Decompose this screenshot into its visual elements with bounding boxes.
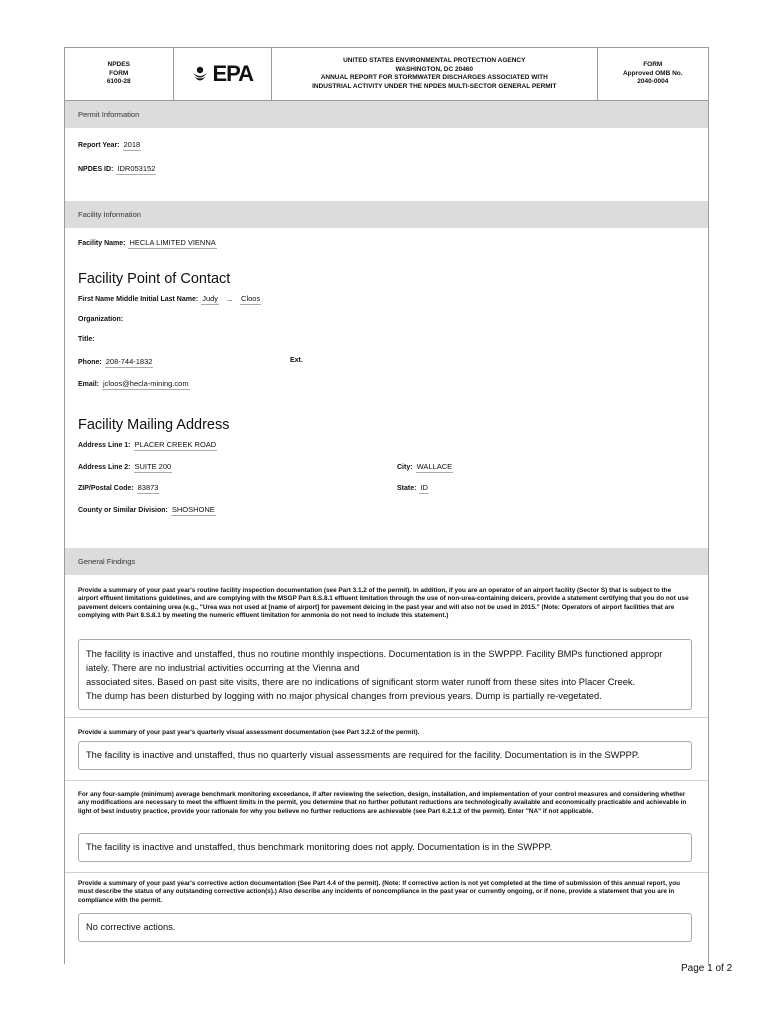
question-benchmark: For any four-sample (minimum) average benchmark monitoring exceedance, if after reviewing the selection, design, installation, and implementation of your control measures and considering whether any modifications are necessary to meet the effluent limits in the permit, you determine that no further pollutant reductions are technologically available and economically practicable and achievable in light of best industry practice, provide your rationale for why you believe no further reductions are achievable (see Part 6.2.1.2 of the permit). Enter "NA" if not applicable.	[78, 791, 687, 815]
ext-row: Ext.	[290, 357, 303, 364]
section-permit-information: Permit Information	[65, 101, 708, 128]
email-row: Email: jcloos@hecla-mining.com	[78, 379, 189, 388]
address-line-1-value: PLACER CREEK ROAD	[134, 440, 217, 449]
address-line-2-row: Address Line 2: SUITE 200	[78, 462, 172, 471]
title-row: Title:	[78, 336, 95, 343]
report-year-value: 2018	[123, 140, 141, 149]
question-corrective-action: Provide a summary of your past year's corrective action documentation (See Part 4.4 of the permit). (Note: If corrective action is not yet completed at the time of submission of this annual report, you must describe the status of any outstanding corrective action(s).) Also describe any incidents of noncompliance in the past year or currently ongoing, or if none, provide a statement that you are in compliance with the permit.	[78, 880, 681, 904]
county-row: County or Similar Division: SHOSHONE	[78, 505, 215, 514]
form-header	[65, 48, 708, 101]
phone-row: Phone: 208-744-1832	[78, 357, 153, 366]
answer-inspection: The facility is inactive and unstaffed, thus no routine monthly inspections. Documentation is in the SWPPP. Facility BMPs functioned appropr iately. There are no industrial activities occurring at the Vienna and associated sites. Based on past site visits, there are no indications of significant storm water runoff from these sites into Placer Creek. The dump has been disturbed by logging with no major physical changes from previous years. Dump is partially re-vegetated.	[78, 639, 692, 710]
address-line-2-value: SUITE 200	[134, 462, 172, 471]
address-line-1-row: Address Line 1: PLACER CREEK ROAD	[78, 440, 217, 449]
zip-row: ZIP/Postal Code: 83873	[78, 483, 159, 492]
section-general-findings: General Findings	[65, 548, 708, 575]
middle-initial-value	[227, 299, 232, 301]
divider	[65, 872, 708, 873]
agency-title: UNITED STATES ENVIRONMENTAL PROTECTION AGENCY WASHINGTON, DC 20460 ANNUAL REPORT FOR STORMWATER DISCHARGES ASSOCIATED WITH INDUSTRIAL ACTIVITY UNDER THE NPDES MULTI-SECTOR GENERAL PERMIT	[272, 48, 597, 100]
report-year-row: Report Year: 2018	[78, 140, 141, 149]
city-row: City: WALLACE	[397, 462, 453, 471]
npdes-id-row: NPDES ID: IDR053152	[78, 164, 156, 173]
facility-name-row: Facility Name: HECLA LIMITED VIENNA	[78, 238, 216, 247]
epa-logo: EPA	[174, 48, 273, 100]
contact-heading: Facility Point of Contact	[78, 271, 231, 287]
state-value: ID	[420, 483, 428, 492]
mailing-heading: Facility Mailing Address	[78, 417, 230, 433]
answer-corrective-action: No corrective actions.	[78, 913, 692, 942]
county-value: SHOSHONE	[171, 505, 215, 514]
contact-name-row: First Name Middle Initial Last Name: Judy Cloos	[78, 294, 261, 303]
first-name-value: Judy	[202, 294, 219, 303]
answer-visual-assessment: The facility is inactive and unstaffed, thus no quarterly visual assessments are required for the facility. Documentation is in the SWPPP.	[78, 741, 692, 770]
form-page	[64, 47, 709, 964]
form-number-left: NPDES FORM 6100-28	[65, 48, 174, 100]
last-name-value: Cloos	[241, 294, 261, 303]
city-value: WALLACE	[416, 462, 453, 471]
email-value: jcloos@hecla-mining.com	[103, 379, 189, 388]
divider	[65, 780, 708, 781]
question-visual-assessment: Provide a summary of your past year's quarterly visual assessment documentation (see Part 3.2.2 of the permit).	[78, 729, 420, 736]
page-number: Page 1 of 2	[681, 963, 733, 974]
npdes-id-value: IDR053152	[117, 164, 156, 173]
phone-value: 208-744-1832	[105, 357, 153, 366]
form-number-right: FORM Approved OMB No. 2040-0004	[622, 61, 683, 86]
answer-benchmark: The facility is inactive and unstaffed, thus benchmark monitoring does not apply. Documentation is in the SWPPP.	[78, 833, 692, 862]
state-row: State: ID	[397, 483, 428, 492]
zip-value: 83873	[137, 483, 159, 492]
section-facility-information: Facility Information	[65, 201, 708, 228]
divider	[65, 717, 708, 718]
organization-row: Organization:	[78, 316, 124, 323]
facility-name-value: HECLA LIMITED VIENNA	[129, 238, 216, 247]
question-inspection: Provide a summary of your past year's routine facility inspection documentation (see Part 3.1.2 of the permit). In addition, if you are an operator of an airport facility (Sector S) that is subject to the airport effluent limitations guidelines, and are complying with the MSGP Part 8.S.8.1 effluent limitation through the use of non-urea-containing deicers, provide a statement certifying that you do not use pavement deicers containing urea (e.g., "Urea was not used at [name of airport] for pavement deicing in the past year and will also not be used in 2015." (Note: Operators of airport facilities that are complying with Part 8.S.8.1 by meeting the numeric effluent limitation for ammonia do not need to include this statement.)	[78, 587, 689, 620]
epa-flower-icon	[191, 65, 209, 83]
